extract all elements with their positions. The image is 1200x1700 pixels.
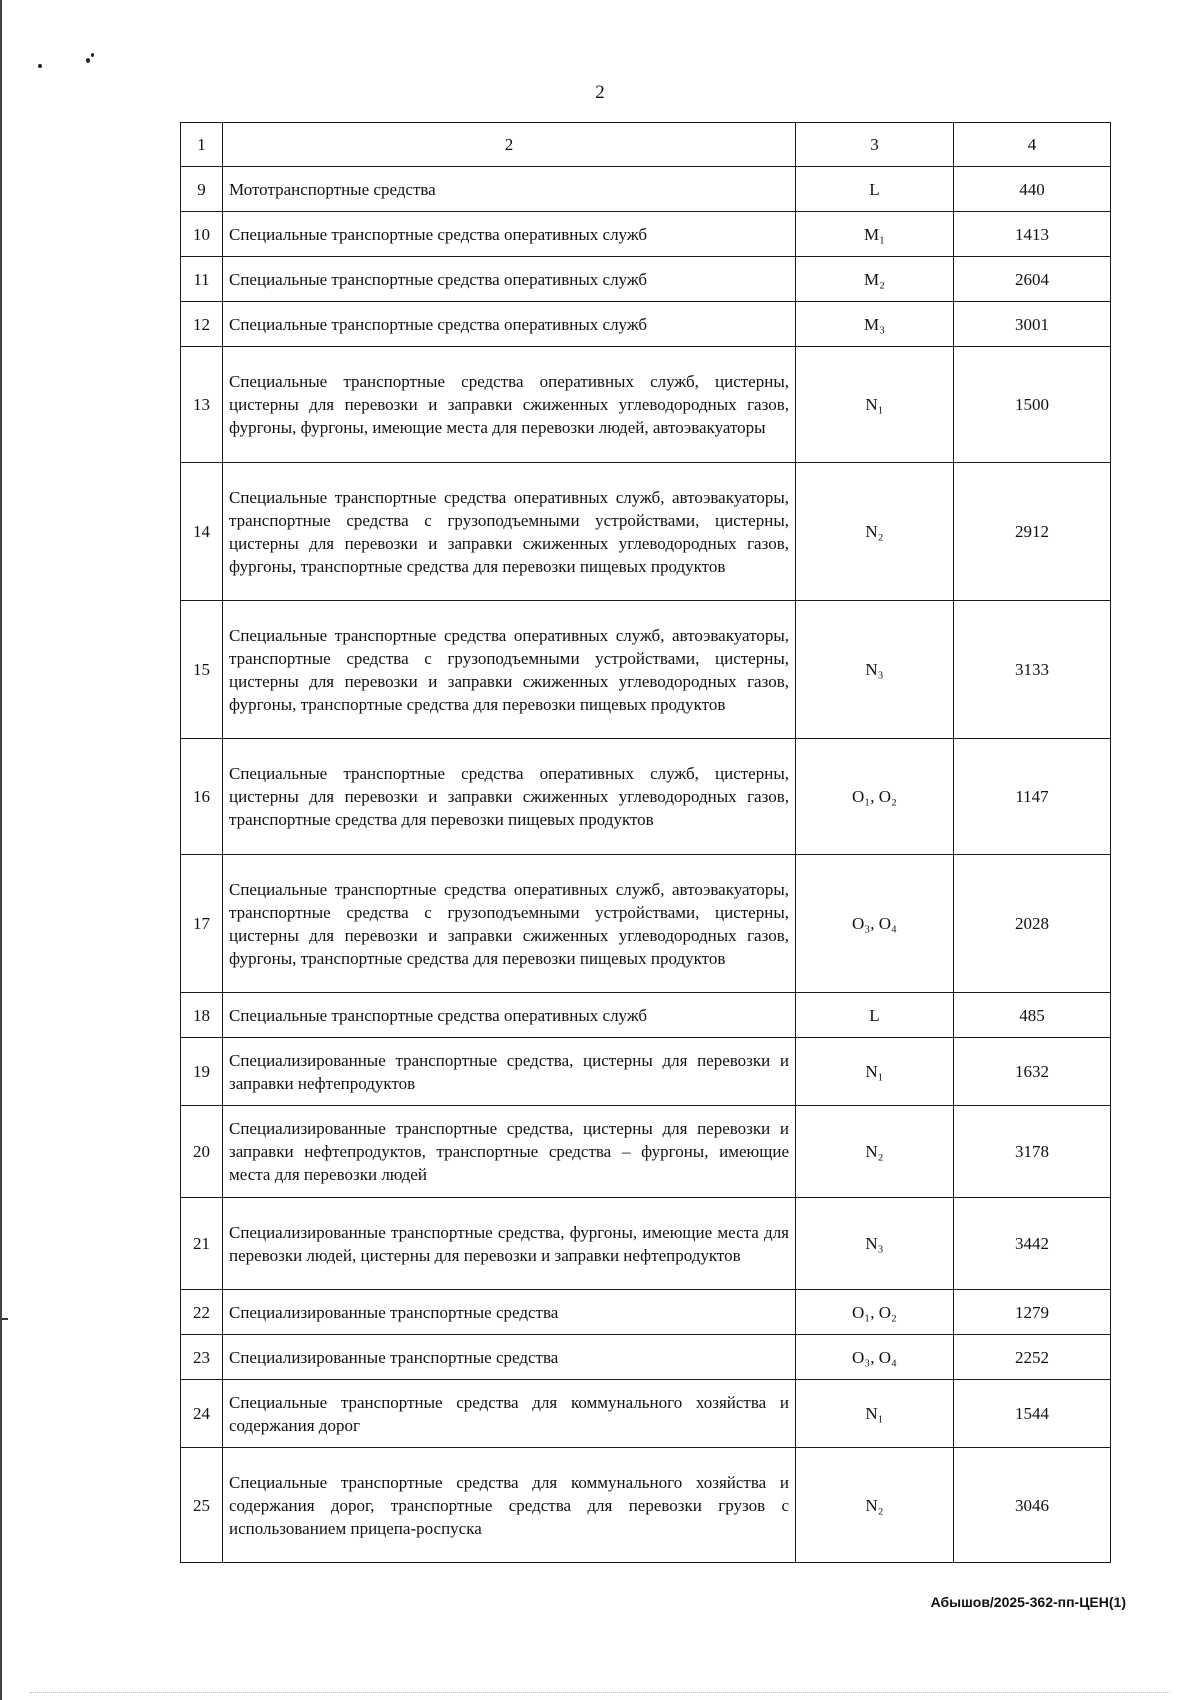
row-number: 22 xyxy=(181,1290,223,1335)
row-description: Специальные транспортные средства для коммунального хозяйства и содержания дорог xyxy=(223,1380,796,1448)
row-number: 14 xyxy=(181,463,223,601)
scan-bottom-noise xyxy=(30,1692,1170,1694)
row-value: 2028 xyxy=(954,855,1111,993)
tariff-table xyxy=(180,122,1111,1563)
row-description: Мототранспортные средства xyxy=(223,167,796,212)
row-value: 1632 xyxy=(954,1038,1111,1106)
table-row xyxy=(181,1198,1111,1290)
row-category: M₁ xyxy=(796,212,954,257)
table-row xyxy=(181,1335,1111,1380)
table-row xyxy=(181,1380,1111,1448)
table-row xyxy=(181,257,1111,302)
row-category: O₁, O₂ xyxy=(796,1290,954,1335)
table-row xyxy=(181,739,1111,855)
row-description: Специализированные транспортные средства xyxy=(223,1290,796,1335)
row-number: 18 xyxy=(181,993,223,1038)
scan-speck xyxy=(91,53,94,57)
row-description: Специальные транспортные средства оперативных служб xyxy=(223,212,796,257)
table-header-row xyxy=(181,123,1111,167)
row-value: 1279 xyxy=(954,1290,1111,1335)
row-description: Специализированные транспортные средства, цистерны для перевозки и заправки нефтепродуктов xyxy=(223,1038,796,1106)
row-number: 17 xyxy=(181,855,223,993)
row-number: 24 xyxy=(181,1380,223,1448)
table-row xyxy=(181,1448,1111,1563)
document-id: Абышов/2025-362-пп-ЦЕН(1) xyxy=(930,1594,1126,1610)
row-number: 13 xyxy=(181,347,223,463)
row-number: 25 xyxy=(181,1448,223,1563)
row-value: 3178 xyxy=(954,1106,1111,1198)
row-value: 1544 xyxy=(954,1380,1111,1448)
table-row xyxy=(181,1290,1111,1335)
row-category: L xyxy=(796,167,954,212)
scan-margin-tick xyxy=(2,1318,8,1320)
row-number: 12 xyxy=(181,302,223,347)
row-number: 23 xyxy=(181,1335,223,1380)
row-description: Специализированные транспортные средства, цистерны для перевозки и заправки нефтепродуктов, транспортные средства – фургоны, имеющие места для перевозки людей xyxy=(223,1106,796,1198)
row-description: Специальные транспортные средства оперативных служб xyxy=(223,302,796,347)
row-number: 19 xyxy=(181,1038,223,1106)
page-number: 2 xyxy=(595,82,605,103)
row-category: N₃ xyxy=(796,601,954,739)
row-description: Специализированные транспортные средства, фургоны, имеющие места для перевозки людей, цистерны для перевозки и заправки нефтепродуктов xyxy=(223,1198,796,1290)
row-description: Специальные транспортные средства оперативных служб, автоэвакуаторы, транспортные средства с грузоподъемными устройствами, цистерны, цистерны для перевозки и заправки сжиженных углеводородных газов, фургоны, транспортные средства для перевозки пищевых продуктов xyxy=(223,601,796,739)
header-cell: 2 xyxy=(223,123,796,167)
row-description: Специальные транспортные средства оперативных служб, цистерны, цистерны для перевозки и заправки сжиженных углеводородных газов, транспортные средства для перевозки пищевых продуктов xyxy=(223,739,796,855)
row-description: Специальные транспортные средства для коммунального хозяйства и содержания дорог, транспортные средства для перевозки грузов с использованием прицепа-роспуска xyxy=(223,1448,796,1563)
row-value: 3133 xyxy=(954,601,1111,739)
scan-left-edge xyxy=(0,0,2,1700)
header-cell: 1 xyxy=(181,123,223,167)
row-description: Специализированные транспортные средства xyxy=(223,1335,796,1380)
row-description: Специальные транспортные средства оперативных служб xyxy=(223,257,796,302)
row-number: 11 xyxy=(181,257,223,302)
row-number: 9 xyxy=(181,167,223,212)
row-category: O₃, O₄ xyxy=(796,1335,954,1380)
table-row xyxy=(181,601,1111,739)
row-number: 10 xyxy=(181,212,223,257)
row-category: N₁ xyxy=(796,1038,954,1106)
row-category: N₃ xyxy=(796,1198,954,1290)
table-row xyxy=(181,1038,1111,1106)
table-row xyxy=(181,212,1111,257)
row-description: Специальные транспортные средства оперативных служб, автоэвакуаторы, транспортные средства с грузоподъемными устройствами, цистерны, цистерны для перевозки и заправки сжиженных углеводородных газов, фургоны, транспортные средства для перевозки пищевых продуктов xyxy=(223,855,796,993)
row-category: N₂ xyxy=(796,463,954,601)
row-value: 2604 xyxy=(954,257,1111,302)
table-row xyxy=(181,347,1111,463)
row-category: N₁ xyxy=(796,1380,954,1448)
table-row xyxy=(181,463,1111,601)
row-category: N₂ xyxy=(796,1448,954,1563)
row-value: 3001 xyxy=(954,302,1111,347)
table-row xyxy=(181,167,1111,212)
row-number: 16 xyxy=(181,739,223,855)
row-category: O₁, O₂ xyxy=(796,739,954,855)
row-category: N₁ xyxy=(796,347,954,463)
header-cell: 4 xyxy=(954,123,1111,167)
table-row xyxy=(181,302,1111,347)
row-value: 2252 xyxy=(954,1335,1111,1380)
table-body xyxy=(181,123,1111,1563)
row-value: 1413 xyxy=(954,212,1111,257)
row-value: 2912 xyxy=(954,463,1111,601)
row-value: 3442 xyxy=(954,1198,1111,1290)
row-description: Специальные транспортные средства оперативных служб xyxy=(223,993,796,1038)
row-description: Специальные транспортные средства оперативных служб, автоэвакуаторы, транспортные средства с грузоподъемными устройствами, цистерны, цистерны для перевозки и заправки сжиженных углеводородных газов, фургоны, транспортные средства для перевозки пищевых продуктов xyxy=(223,463,796,601)
row-number: 21 xyxy=(181,1198,223,1290)
table-row xyxy=(181,1106,1111,1198)
row-value: 440 xyxy=(954,167,1111,212)
row-category: L xyxy=(796,993,954,1038)
row-number: 15 xyxy=(181,601,223,739)
row-value: 1500 xyxy=(954,347,1111,463)
row-value: 1147 xyxy=(954,739,1111,855)
row-category: M₃ xyxy=(796,302,954,347)
row-value: 485 xyxy=(954,993,1111,1038)
header-cell: 3 xyxy=(796,123,954,167)
row-category: O₃, O₄ xyxy=(796,855,954,993)
row-number: 20 xyxy=(181,1106,223,1198)
row-value: 3046 xyxy=(954,1448,1111,1563)
scan-speck xyxy=(38,64,42,68)
row-description: Специальные транспортные средства оперативных служб, цистерны, цистерны для перевозки и заправки сжиженных углеводородных газов, фургоны, фургоны, имеющие места для перевозки людей, автоэвакуаторы xyxy=(223,347,796,463)
table-row xyxy=(181,993,1111,1038)
row-category: N₂ xyxy=(796,1106,954,1198)
table-row xyxy=(181,855,1111,993)
row-category: M₂ xyxy=(796,257,954,302)
scan-speck xyxy=(86,58,90,63)
